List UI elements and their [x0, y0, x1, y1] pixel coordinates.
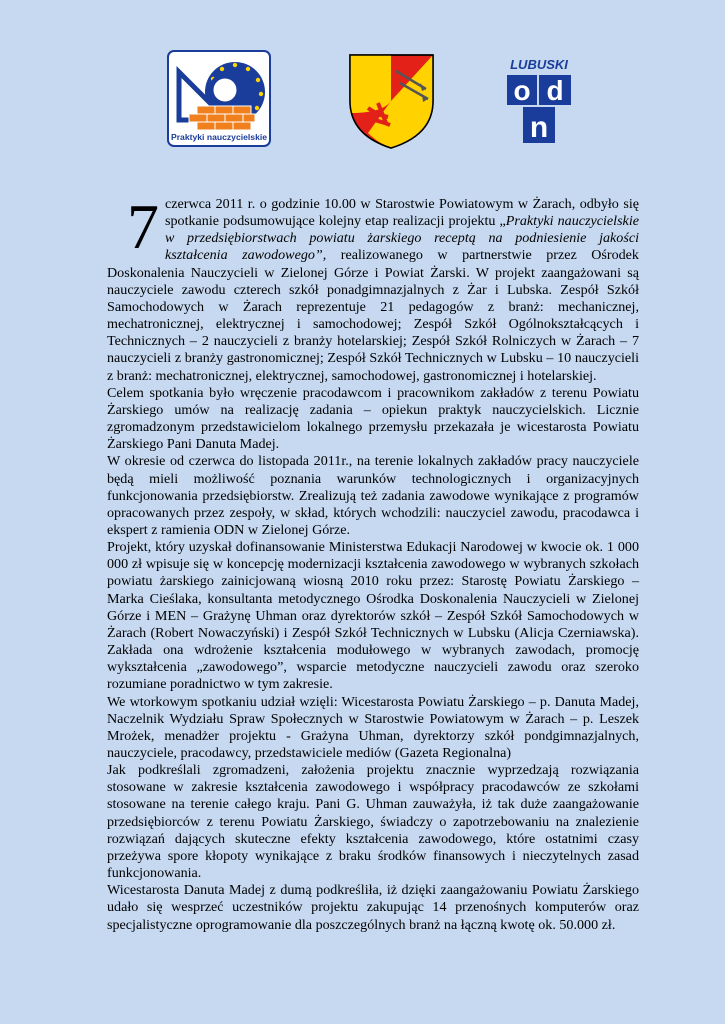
paragraph-1-text: czerwca 2011 r. o godzinie 10.00 w Starostwie Powiatowym w Żarach, odbyło się spotkanie podsumowujące kolejny etap realizacji projektu „: [165, 196, 639, 230]
paragraph-1-continuation: realizowanego w partnerstwie przez Ośrodek Doskonalenia Nauczycieli w Zielonej Górze i Powiat Żarski. W projekt zaangażowani są nauczyciele zawodu czterech szkół ponadgimnazjalnych z Żar i Lubska. Zespół Szkół Samochodowych w Żarach reprezentuje 21 pedagogów z branż: mechanicznej, mechatronicznej, elektrycznej i samochodowej; Zespół Szkół Ogólnokształcących i Technicznych – 2 nauczycieli z branży hotelarskiej; Zespół Szkół Rolniczych w Żarach – 7 nauczycieli z branży gastronomicznej; Zespół Szkół Technicznych w Lubsku – 10 nauczycieli z branż: mechatronicznej, elektrycznej, samochodowej, gastronomicznej i hotelarskiej.: [107, 247, 639, 384]
lubuski-odn-logo: [499, 55, 579, 147]
article-paragraph-7: Wicestarosta Danuta Madej z dumą podkreśliła, iż dzięki zaangażowaniu Powiatu Żarskiego udało się wesprzeć uczestników projektu zakupując 14 przenośnych komputerów oraz specjalistyczne oprogramowanie dla poszczególnych branż na łączną kwotę ok. 50.000 zł.: [107, 882, 639, 933]
project-title: Praktyki nauczycielskie w przedsiębiorstwach powiatu żarskiego receptą na podniesienie jakości kształcenia zawodowego”,: [165, 213, 639, 264]
praktyki-nauczycielskie-logo: [167, 50, 271, 147]
logo-strip: [0, 0, 725, 160]
article-paragraph-6: Jak podkreślali zgromadzeni, założenia projektu znacznie wyprzedzają rozwiązania stosowane w zakresie kształcenia zawodowego i współpracy pracodawców ze szkołami stosowane na terenie całego kraju. Pani G. Uhman zauważyła, iż tak duże zaangażowanie przedsiębiorców z terenu Powiatu Żarskiego, świadczy o zapotrzebowaniu na znalezienie rozwiązań dających skuteczne efekty kształcenia zawodowego, które ostatnimi czasy przeżywa spore kłopoty wynikające z braku środków finansowych i nieczytelnych zasad funkcjonowania.: [107, 762, 639, 882]
coat-of-arms-logo: [348, 53, 435, 150]
logo-word: LUBUSKI: [510, 57, 568, 72]
logo-caption: Praktyki nauczycielskie: [170, 132, 268, 142]
article-paragraph-2: Celem spotkania było wręczenie pracodawcom i pracownikom zakładów z terenu Powiatu Żarskiego umów na realizację zadania – opiekun praktyk nauczycielskich. Licznie zgromadzonym przedstawicielom lokalnego przemysłu przekazała je wicestarosta Powiatu Żarskiego Pani Danuta Madej.: [107, 384, 639, 453]
article-body: [107, 191, 639, 934]
article-paragraph-1: [107, 191, 639, 385]
article-paragraph-3: W okresie od czerwca do listopada 2011r., na terenie lokalnych zakładów pracy nauczyciele będą mieli możliwość poznania warunków technologicznych i organizacyjnych funkcjonowania przedsiębiorstw. Zrealizują też zadania zawodowe wynikające z programów opracowanych przez zespoły, w skład, których wchodzili: nauczyciel zawodu, pracodawca i ekspert z ramienia ODN w Zielonej Górze.: [107, 453, 639, 538]
logo-letter-o: o: [513, 75, 531, 106]
article-paragraph-4: Projekt, który uzyskał dofinansowanie Ministerstwa Edukacji Narodowej w kwocie ok. 1 000 000 zł wpisuje się w koncepcję modernizacji kształcenia zawodowego w wybranych szkołach powiatu żarskiego zainicjowaną wiosną 2010 roku przez: Starostę Powiatu Żarskiego – Marka Cieślaka, konsultanta metodycznego Ośrodka Doskonalenia Nauczycieli w Zielonej Górze i MEN – Grażynę Uhman oraz dyrektorów szkół – Zespół Szkół Samochodowych w Żarach (Robert Nowaczyński) i Zespół Szkół Technicznych w Lubsku (Alicja Czerniawska). Zakłada ona wdrożenie kształcenia modułowego w wybranych zawodach, promocję wykształcenia „zawodowego”, wsparcie metodyczne nauczycieli zawodu oraz szeroko rozumiane poradnictwo w tym zakresie.: [107, 539, 639, 693]
drop-cap: 7: [127, 191, 159, 262]
logo-letter-d: d: [546, 75, 564, 106]
logo-letter-n: n: [529, 111, 549, 144]
article-paragraph-5: We wtorkowym spotkaniu udział wzięli: Wicestarosta Powiatu Żarskiego – p. Danuta Madej, Naczelnik Wydziału Spraw Społecznych w Starostwie Powiatowym w Żarach – p. Leszek Mrożek, menadżer projektu - Grażyna Uhman, dyrektorzy szkół pondgimnazjalnych, nauczyciele, pracodawcy, przedstawiciele mediów (Gazeta Regionalna): [107, 693, 639, 761]
